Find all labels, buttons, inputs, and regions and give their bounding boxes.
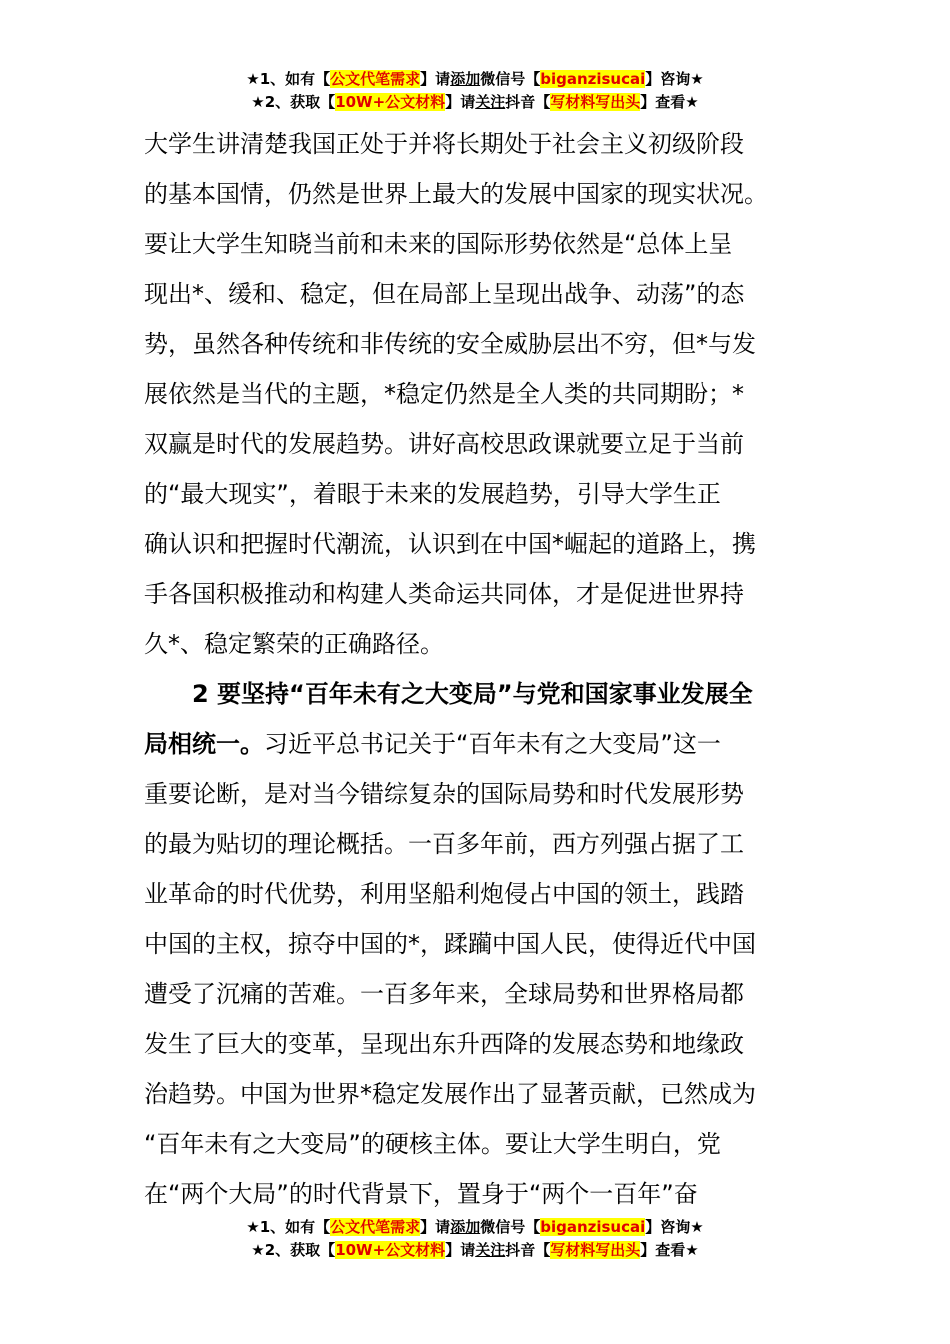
- body-line: “百年未有之大变局”的硬核主体。要让大学生明白，党: [144, 1130, 721, 1158]
- body-line: 中国的主权，掠夺中国的*，蹂躏中国人民，使得近代中国: [144, 930, 756, 958]
- body-line: 双赢是时代的发展趋势。讲好高校思政课就要立足于当前: [144, 430, 744, 458]
- banner-text: 】请: [445, 93, 476, 111]
- banner-highlight: 10W+公文材料: [335, 93, 446, 111]
- body-line: 手各国积极推动和构建人类命运共同体，才是促进世界持: [144, 580, 744, 608]
- body-line: 遭受了沉痛的苦难。一百多年来，全球局势和世界格局都: [144, 980, 744, 1008]
- banner-highlight: 公文代笔需求: [330, 1218, 421, 1236]
- header-banner: [0, 68, 950, 114]
- banner-line-1: [0, 68, 950, 91]
- section-heading-end: 局相统一。: [144, 730, 264, 758]
- banner-highlight: 公文代笔需求: [330, 70, 421, 88]
- body-line: 的最为贴切的理论概括。一百多年前，西方列强占据了工: [144, 830, 744, 858]
- banner-text: 】请: [420, 1218, 451, 1236]
- banner-text: 】咨询★: [645, 1218, 704, 1236]
- body-line: 现出*、缓和、稳定，但在局部上呈现出战争、动荡”的态: [144, 280, 745, 308]
- body-line: 在“两个大局”的时代背景下，置身于“两个一百年”奋: [144, 1180, 698, 1208]
- banner-highlight: 10W+公文材料: [335, 1241, 446, 1259]
- banner-text: 】查看★: [640, 1241, 699, 1259]
- banner-text: ★1、如有【: [246, 70, 331, 88]
- banner-text: 】请: [445, 1241, 476, 1259]
- banner-underlined: 关注: [475, 1241, 506, 1259]
- banner-underlined: 添加: [450, 70, 481, 88]
- section-heading-continuation: [144, 719, 808, 769]
- banner-text: 微信号【: [480, 1218, 541, 1236]
- banner-highlight: biganzisucai: [540, 70, 646, 88]
- body-line: 治趋势。中国为世界*稳定发展作出了显著贡献，已然成为: [144, 1080, 756, 1108]
- banner-underlined: 添加: [450, 1218, 481, 1236]
- banner-text: 】咨询★: [645, 70, 704, 88]
- banner-text: 抖音【: [505, 1241, 551, 1259]
- banner-line-2: [0, 1239, 950, 1262]
- section-heading: 2 要坚持“百年未有之大变局”与党和国家事业发展全: [192, 680, 753, 708]
- body-line: 势，虽然各种传统和非传统的安全威胁层出不穷，但*与发: [144, 330, 756, 358]
- banner-text: 】查看★: [640, 93, 699, 111]
- body-line: 确认识和把握时代潮流，认识到在中国*崛起的道路上，携: [144, 530, 756, 558]
- banner-text: ★2、获取【: [251, 1241, 336, 1259]
- body-line: 发生了巨大的变革，呈现出东升西降的发展态势和地缘政: [144, 1030, 744, 1058]
- banner-text: ★1、如有【: [246, 1218, 331, 1236]
- body-line: 展依然是当代的主题，*稳定仍然是全人类的共同期盼；*: [144, 380, 744, 408]
- body-line: 业革命的时代优势，利用坚船利炮侵占中国的领土，践踏: [144, 880, 744, 908]
- banner-line-1: [0, 1216, 950, 1239]
- banner-text: ★2、获取【: [251, 93, 336, 111]
- banner-text: 微信号【: [480, 70, 541, 88]
- banner-text: 】请: [420, 70, 451, 88]
- body-line: 重要论断，是对当今错综复杂的国际局势和时代发展形势: [144, 780, 744, 808]
- document-body: [144, 119, 808, 1219]
- body-line: 要让大学生知晓当前和未来的国际形势依然是“总体上呈: [144, 230, 733, 258]
- footer-banner: [0, 1216, 950, 1262]
- banner-highlight: 写材料写出头: [550, 93, 641, 111]
- body-line: 大学生讲清楚我国正处于并将长期处于社会主义初级阶段: [144, 130, 744, 158]
- banner-highlight: biganzisucai: [540, 1218, 646, 1236]
- banner-text: 抖音【: [505, 93, 551, 111]
- body-text: 习近平总书记关于“百年未有之大变局”这一: [264, 730, 721, 758]
- banner-line-2: [0, 91, 950, 114]
- banner-highlight: 写材料写出头: [550, 1241, 641, 1259]
- body-line: 的基本国情，仍然是世界上最大的发展中国家的现实状况。: [144, 180, 768, 208]
- banner-underlined: 关注: [475, 93, 506, 111]
- body-line: 久*、稳定繁荣的正确路径。: [144, 630, 444, 658]
- body-line: 的“最大现实”，着眼于未来的发展趋势，引导大学生正: [144, 480, 721, 508]
